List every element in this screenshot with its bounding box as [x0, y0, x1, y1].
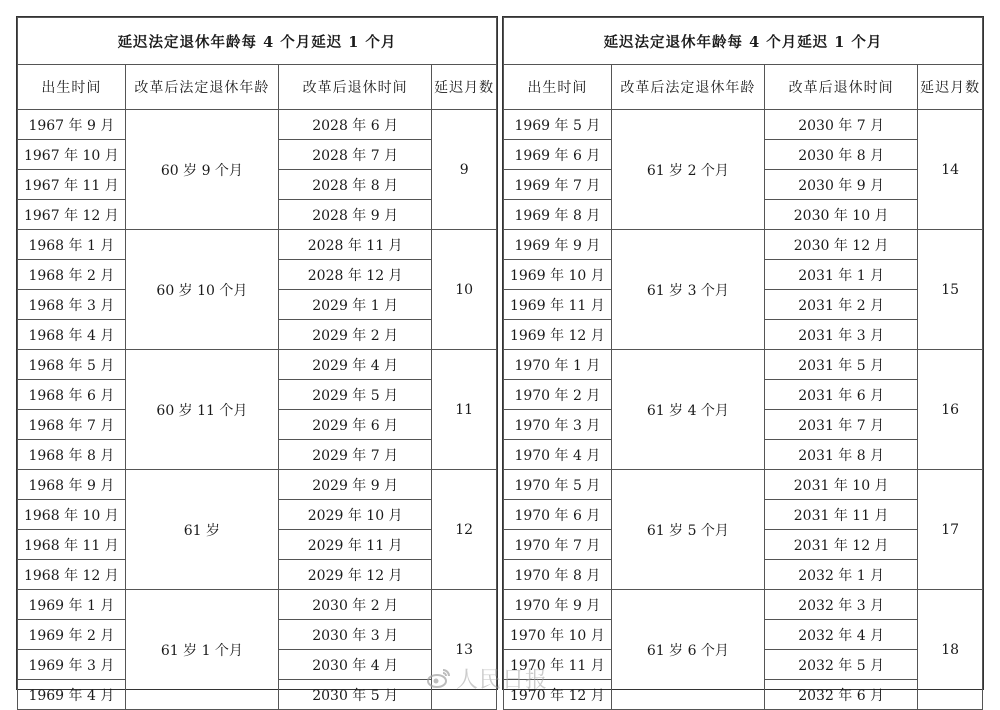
retirement-time-cell: 2029 年 4 月: [279, 350, 432, 380]
birth-time-cell: 1968 年 3 月: [18, 290, 126, 320]
retirement-time-cell: 2028 年 6 月: [279, 110, 432, 140]
table-row: [18, 110, 497, 140]
birth-time-cell: 1970 年 12 月: [504, 680, 612, 710]
retirement-time-cell: 2031 年 1 月: [765, 260, 918, 290]
table-row: [18, 350, 497, 380]
retirement-time-cell: 2030 年 10 月: [765, 200, 918, 230]
table-row: [504, 590, 983, 620]
birth-time-cell: 1967 年 11 月: [18, 170, 126, 200]
table-row: [504, 110, 983, 140]
retirement-time-cell: 2028 年 11 月: [279, 230, 432, 260]
retirement-time-cell: 2029 年 10 月: [279, 500, 432, 530]
birth-time-cell: 1969 年 1 月: [18, 590, 126, 620]
delay-months-cell: 12: [432, 470, 497, 590]
birth-time-cell: 1969 年 3 月: [18, 650, 126, 680]
retirement-time-cell: 2032 年 4 月: [765, 620, 918, 650]
retirement-time-cell: 2030 年 3 月: [279, 620, 432, 650]
birth-time-cell: 1968 年 1 月: [18, 230, 126, 260]
retirement-time-cell: 2031 年 3 月: [765, 320, 918, 350]
birth-time-cell: 1969 年 11 月: [504, 290, 612, 320]
header-retirement-time: 改革后退休时间: [765, 65, 918, 110]
delay-months-cell: 15: [918, 230, 983, 350]
birth-time-cell: 1968 年 9 月: [18, 470, 126, 500]
retirement-time-cell: 2030 年 7 月: [765, 110, 918, 140]
retirement-time-cell: 2031 年 7 月: [765, 410, 918, 440]
retirement-age-cell: 61 岁 1 个月: [125, 590, 278, 710]
table-title: 延迟法定退休年龄每 4 个月延迟 1 个月: [504, 18, 983, 65]
birth-time-cell: 1969 年 10 月: [504, 260, 612, 290]
retirement-time-cell: 2030 年 4 月: [279, 650, 432, 680]
retirement-time-cell: 2030 年 2 月: [279, 590, 432, 620]
retirement-time-cell: 2029 年 6 月: [279, 410, 432, 440]
delay-months-cell: 9: [432, 110, 497, 230]
birth-time-cell: 1970 年 8 月: [504, 560, 612, 590]
delay-months-cell: 10: [432, 230, 497, 350]
birth-time-cell: 1968 年 12 月: [18, 560, 126, 590]
retirement-time-cell: 2031 年 12 月: [765, 530, 918, 560]
retirement-age-cell: 61 岁 3 个月: [611, 230, 764, 350]
retirement-time-cell: 2030 年 5 月: [279, 680, 432, 710]
retirement-time-cell: 2028 年 12 月: [279, 260, 432, 290]
birth-time-cell: 1970 年 1 月: [504, 350, 612, 380]
delay-months-cell: 17: [918, 470, 983, 590]
birth-time-cell: 1968 年 11 月: [18, 530, 126, 560]
retirement-time-cell: 2032 年 5 月: [765, 650, 918, 680]
table-left: [17, 17, 497, 710]
retirement-time-cell: 2028 年 8 月: [279, 170, 432, 200]
birth-time-cell: 1969 年 5 月: [504, 110, 612, 140]
birth-time-cell: 1970 年 11 月: [504, 650, 612, 680]
retirement-time-cell: 2028 年 7 月: [279, 140, 432, 170]
table-row: [18, 230, 497, 260]
birth-time-cell: 1970 年 10 月: [504, 620, 612, 650]
retirement-time-cell: 2030 年 8 月: [765, 140, 918, 170]
retirement-time-cell: 2031 年 8 月: [765, 440, 918, 470]
retirement-time-cell: 2028 年 9 月: [279, 200, 432, 230]
retirement-time-cell: 2029 年 12 月: [279, 560, 432, 590]
header-retirement-age: 改革后法定退休年龄: [125, 65, 278, 110]
birth-time-cell: 1969 年 9 月: [504, 230, 612, 260]
delay-months-cell: 16: [918, 350, 983, 470]
birth-time-cell: 1970 年 3 月: [504, 410, 612, 440]
birth-time-cell: 1968 年 6 月: [18, 380, 126, 410]
retirement-time-cell: 2029 年 1 月: [279, 290, 432, 320]
table-row: [18, 470, 497, 500]
birth-time-cell: 1970 年 4 月: [504, 440, 612, 470]
table-row: [504, 230, 983, 260]
birth-time-cell: 1970 年 2 月: [504, 380, 612, 410]
birth-time-cell: 1970 年 9 月: [504, 590, 612, 620]
retirement-time-cell: 2031 年 2 月: [765, 290, 918, 320]
retirement-age-cell: 61 岁 4 个月: [611, 350, 764, 470]
retirement-time-cell: 2029 年 7 月: [279, 440, 432, 470]
header-birth-time: 出生时间: [18, 65, 126, 110]
retirement-age-cell: 60 岁 11 个月: [125, 350, 278, 470]
retirement-table-left: [16, 16, 498, 704]
retirement-age-cell: 60 岁 10 个月: [125, 230, 278, 350]
header-delay-months: 延迟月数: [918, 65, 983, 110]
retirement-age-cell: 61 岁: [125, 470, 278, 590]
birth-time-cell: 1968 年 5 月: [18, 350, 126, 380]
birth-time-cell: 1969 年 6 月: [504, 140, 612, 170]
delay-months-cell: 18: [918, 590, 983, 710]
birth-time-cell: 1970 年 6 月: [504, 500, 612, 530]
retirement-age-cell: 60 岁 9 个月: [125, 110, 278, 230]
birth-time-cell: 1968 年 10 月: [18, 500, 126, 530]
delay-months-cell: 14: [918, 110, 983, 230]
delay-months-cell: 11: [432, 350, 497, 470]
birth-time-cell: 1970 年 7 月: [504, 530, 612, 560]
table-title: 延迟法定退休年龄每 4 个月延迟 1 个月: [18, 18, 497, 65]
retirement-time-cell: 2029 年 2 月: [279, 320, 432, 350]
header-birth-time: 出生时间: [504, 65, 612, 110]
retirement-time-cell: 2029 年 11 月: [279, 530, 432, 560]
retirement-age-cell: 61 岁 6 个月: [611, 590, 764, 710]
birth-time-cell: 1969 年 12 月: [504, 320, 612, 350]
birth-time-cell: 1969 年 8 月: [504, 200, 612, 230]
retirement-time-cell: 2030 年 9 月: [765, 170, 918, 200]
retirement-time-cell: 2031 年 11 月: [765, 500, 918, 530]
table-right: [503, 17, 983, 710]
header-retirement-age: 改革后法定退休年龄: [611, 65, 764, 110]
birth-time-cell: 1970 年 5 月: [504, 470, 612, 500]
retirement-time-cell: 2029 年 9 月: [279, 470, 432, 500]
birth-time-cell: 1969 年 4 月: [18, 680, 126, 710]
header-delay-months: 延迟月数: [432, 65, 497, 110]
table-row: [18, 590, 497, 620]
birth-time-cell: 1969 年 7 月: [504, 170, 612, 200]
table-row: [504, 470, 983, 500]
retirement-time-cell: 2032 年 6 月: [765, 680, 918, 710]
birth-time-cell: 1967 年 12 月: [18, 200, 126, 230]
retirement-time-cell: 2032 年 1 月: [765, 560, 918, 590]
watermark-text: 人民日报: [456, 667, 549, 693]
birth-time-cell: 1967 年 10 月: [18, 140, 126, 170]
retirement-time-cell: 2031 年 10 月: [765, 470, 918, 500]
birth-time-cell: 1968 年 7 月: [18, 410, 126, 440]
delay-months-cell: 13: [432, 590, 497, 710]
header-retirement-time: 改革后退休时间: [279, 65, 432, 110]
table-row: [504, 350, 983, 380]
birth-time-cell: 1967 年 9 月: [18, 110, 126, 140]
retirement-time-cell: 2032 年 3 月: [765, 590, 918, 620]
retirement-age-cell: 61 岁 2 个月: [611, 110, 764, 230]
retirement-time-cell: 2031 年 5 月: [765, 350, 918, 380]
birth-time-cell: 1968 年 8 月: [18, 440, 126, 470]
retirement-time-cell: 2029 年 5 月: [279, 380, 432, 410]
retirement-time-cell: 2030 年 12 月: [765, 230, 918, 260]
retirement-age-cell: 61 岁 5 个月: [611, 470, 764, 590]
birth-time-cell: 1968 年 2 月: [18, 260, 126, 290]
retirement-time-cell: 2031 年 6 月: [765, 380, 918, 410]
birth-time-cell: 1968 年 4 月: [18, 320, 126, 350]
birth-time-cell: 1969 年 2 月: [18, 620, 126, 650]
